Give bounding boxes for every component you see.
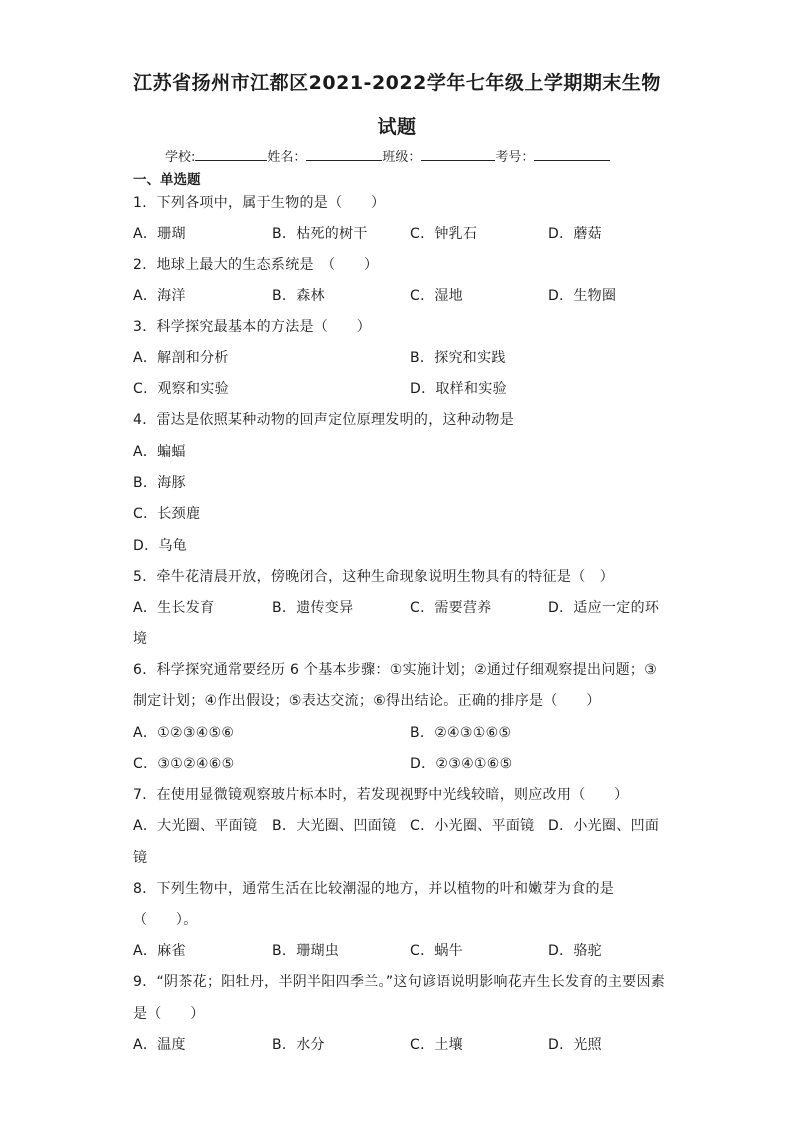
question-8-option-c: C．蜗牛 <box>410 943 463 959</box>
question-2-stem: 2．地球上最大的生态系统是 （ ） <box>133 257 379 273</box>
class-blank[interactable] <box>421 148 495 161</box>
question-1-option-d: D．蘑菇 <box>548 226 602 242</box>
question-5-option-d: D．适应一定的环 <box>548 600 660 616</box>
question-3-option-c: C．观察和实验 <box>133 381 229 397</box>
exam-title-line1: 江苏省扬州市江都区2021-2022学年七年级上学期期末生物 <box>133 72 661 94</box>
question-4-stem: 4．雷达是依照某种动物的回声定位原理发明的，这种动物是 <box>133 412 515 428</box>
exam-title-line2: 试题 <box>377 116 417 138</box>
question-6-option-a: A．①②③④⑤⑥ <box>133 725 235 741</box>
question-2-option-a: A．海洋 <box>133 288 186 304</box>
question-5-option-c: C．需要营养 <box>410 600 492 616</box>
question-1-stem: 1．下列各项中，属于生物的是（ ） <box>133 195 386 211</box>
question-8-stem: 8．下列生物中，通常生活在比较潮湿的地方，并以植物的叶和嫩芽为食的是 <box>133 881 615 897</box>
student-info-line <box>165 146 610 165</box>
question-6-stem-cont: 制定计划；④作出假设；⑤表达交流；⑥得出结论。正确的排序是（ ） <box>133 693 601 709</box>
question-7-option-a: A．大光圈、平面镜 <box>133 818 258 834</box>
question-9-option-d: D．光照 <box>548 1037 602 1053</box>
question-3-option-b: B．探究和实践 <box>410 350 506 366</box>
question-7-option-c: C．小光圈、平面镜 <box>410 818 535 834</box>
question-9-option-c: C．土壤 <box>410 1037 463 1053</box>
question-5-option-a: A．生长发育 <box>133 600 215 616</box>
question-8-option-d: D．骆驼 <box>548 943 602 959</box>
question-4-option-c: C．长颈鹿 <box>133 506 201 522</box>
question-4-option-a: A．蝙蝠 <box>133 444 186 460</box>
question-1-option-c: C．钟乳石 <box>410 226 478 242</box>
question-4-option-b: B．海豚 <box>133 475 186 491</box>
question-1-option-a: A．珊瑚 <box>133 226 186 242</box>
question-7-option-b: B．大光圈、凹面镜 <box>272 818 397 834</box>
question-8-stem-cont: （ ）。 <box>133 912 198 928</box>
question-8-option-a: A．麻雀 <box>133 943 186 959</box>
question-6-option-c: C．③①②④⑥⑤ <box>133 756 235 772</box>
question-9-stem: 9．“阴茶花；阳牡丹，半阴半阳四季兰。”这句谚语说明影响花卉生长发育的主要因素 <box>133 974 666 990</box>
question-6-stem: 6．科学探究通常要经历 6 个基本步骤：①实施计划；②通过仔细观察提出问题；③ <box>133 662 658 678</box>
question-2-option-b: B．森林 <box>272 288 325 304</box>
class-label: 班级： <box>382 150 422 165</box>
exam-no-blank[interactable] <box>534 148 610 161</box>
section-heading: 一、单选题 <box>133 172 201 188</box>
question-7-option-d: D．小光圈、凹面 <box>548 818 660 834</box>
name-label: 姓名： <box>267 150 307 165</box>
school-label: 学校: <box>165 150 196 165</box>
question-9-option-b: B．水分 <box>272 1037 325 1053</box>
name-blank[interactable] <box>306 148 382 161</box>
question-6-option-b: B．②④③①⑥⑤ <box>410 725 512 741</box>
question-5-stem: 5．牵牛花清晨开放，傍晚闭合，这种生命现象说明生物具有的特征是（ ） <box>133 569 615 585</box>
question-3-option-a: A．解剖和分析 <box>133 350 229 366</box>
question-2-option-d: D．生物圈 <box>548 288 617 304</box>
question-6-option-d: D．②③④①⑥⑤ <box>410 756 513 772</box>
question-9-option-a: A．温度 <box>133 1037 186 1053</box>
school-blank[interactable] <box>195 148 267 161</box>
question-3-option-d: D．取样和实验 <box>410 381 507 397</box>
question-5-option-b: B．遗传变异 <box>272 600 354 616</box>
question-8-option-b: B．珊瑚虫 <box>272 943 340 959</box>
question-3-stem: 3．科学探究最基本的方法是（ ） <box>133 319 372 335</box>
question-4-option-d: D．乌龟 <box>133 538 187 554</box>
question-2-option-c: C．湿地 <box>410 288 463 304</box>
question-1-option-b: B．枯死的树干 <box>272 226 368 242</box>
question-7-stem: 7．在使用显微镜观察玻片标本时，若发现视野中光线较暗，则应改用（ ） <box>133 787 629 803</box>
question-7-option-d-wrap: 镜 <box>133 850 148 866</box>
question-5-option-d-wrap: 境 <box>133 631 148 647</box>
question-9-stem-cont: 是（ ） <box>133 1006 205 1022</box>
exam-no-label: 考号： <box>495 150 535 165</box>
